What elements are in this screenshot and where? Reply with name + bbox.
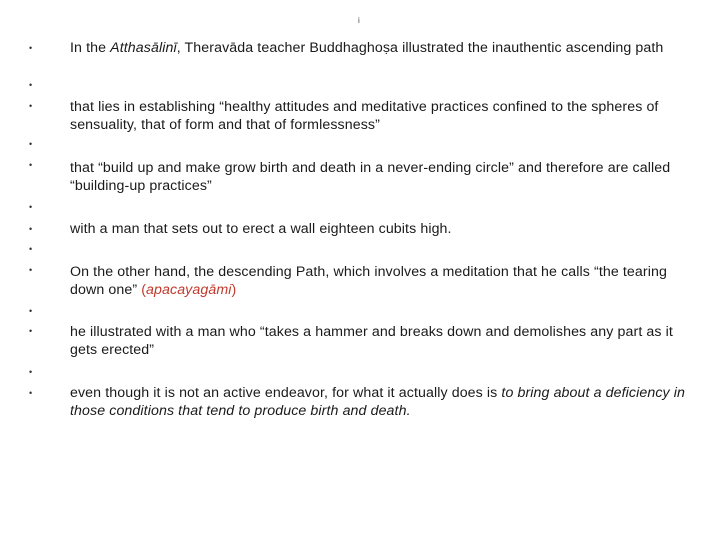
bullet-icon: • [29,139,33,149]
bullet-icon: • [29,160,33,170]
bullet-icon: • [29,326,33,336]
list-item: On the other hand, the descending Path, which involves a meditation that he calls “the tearing down one” (apacayagāmi) [70,264,667,298]
bullet-icon: • [29,80,33,90]
bullet-icon: • [29,202,33,212]
bullet-icon: • [29,244,33,254]
list-item: In the Atthasālinī, Theravāda teacher Buddhaghoṣa illustrated the inauthentic ascending path [70,40,664,56]
bullet-icon: • [29,306,33,316]
bullet-icon: • [29,43,33,53]
list-item: with a man that sets out to erect a wall eighteen cubits high. [70,221,452,237]
bullet-icon: • [29,367,33,377]
list-item: that “build up and make grow birth and death in a never-ending circle” and therefore are called “building-up practices” [70,160,671,194]
bullet-icon: • [29,224,33,234]
list-item: that lies in establishing “healthy attitudes and meditative practices confined to the spheres of sensuality, that of form and that of formlessness” [70,99,659,133]
slide-mark: i [358,16,360,25]
list-item: he illustrated with a man who “takes a hammer and breaks down and demolishes any part as it gets erected” [70,324,673,358]
list-item: even though it is not an active endeavor, for what it actually does is to bring about a deficiency in those conditions that tend to produce birth and death. [70,385,686,419]
bullet-icon: • [29,265,33,275]
bullet-icon: • [29,101,33,111]
bullet-icon: • [29,388,33,398]
